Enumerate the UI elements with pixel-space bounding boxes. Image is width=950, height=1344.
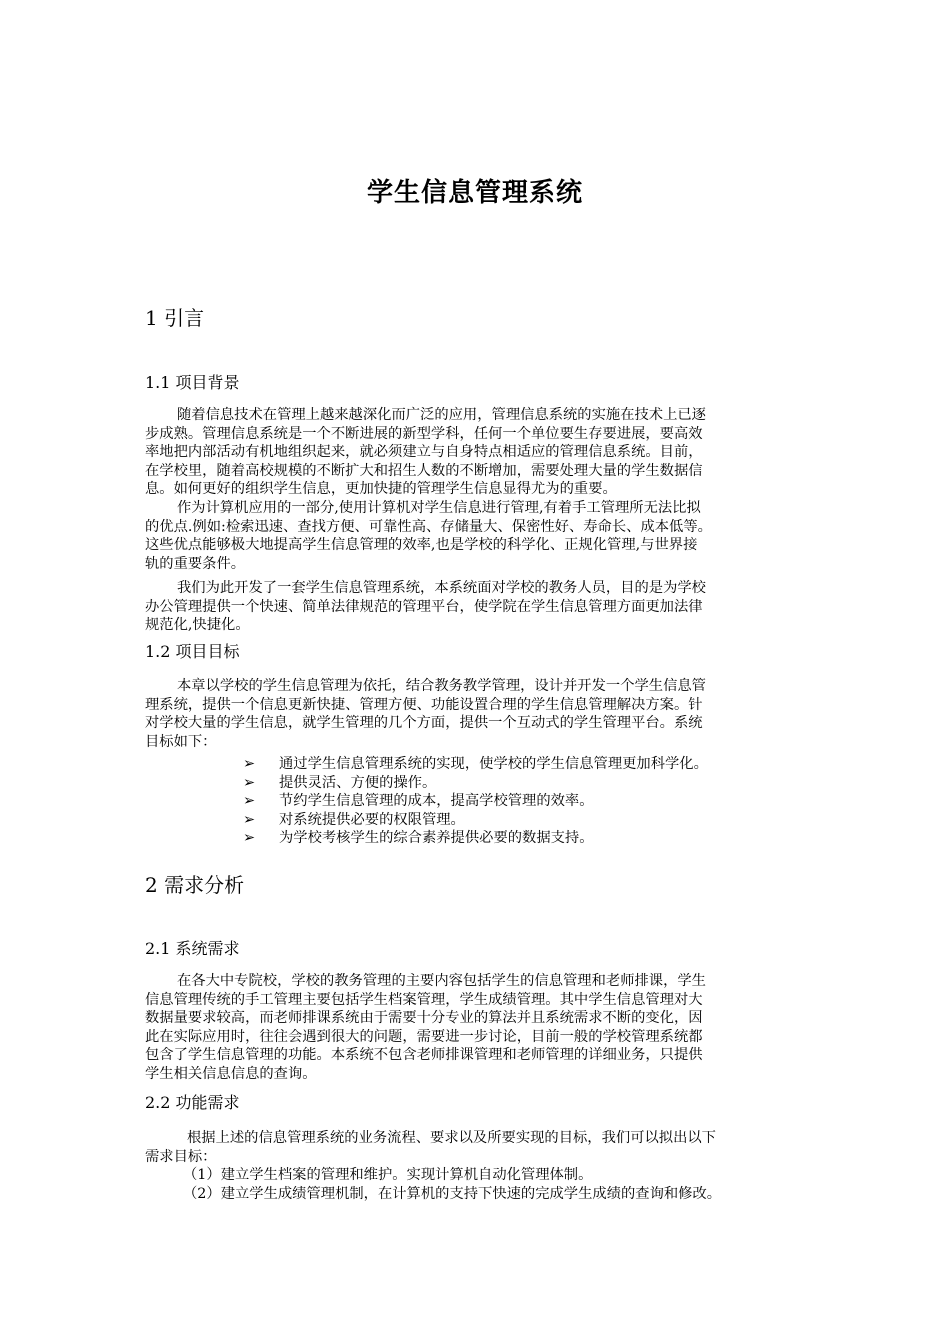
list-item-text: 节约学生信息管理的成本，提高学校管理的效率。 [279, 793, 594, 810]
section-1-2-paragraph-1 [145, 677, 810, 751]
text-line: 在学校里，随着高校规模的不断扩大和招生人数的不断增加，需要处理大量的学生数据信 [145, 462, 703, 479]
text-line: 我们为此开发了一套学生信息管理系统，本系统面对学校的教务人员，目的是为学校 [177, 580, 706, 596]
text-line: 步成熟。管理信息系统是一个不断进展的新型学科，任何一个单位要生存要进展，要高效 [145, 425, 703, 442]
list-item [243, 774, 708, 793]
text-line: 此在实际应用时，往往会遇到很大的问题，需要进一步讨论，目前一般的学校管理系统都 [145, 1028, 703, 1045]
text-line: 数据量要求较高，而老师排课系统由于需要十分专业的算法并且系统需求不断的变化，因 [145, 1010, 703, 1027]
list-item [243, 792, 708, 811]
text-line: 根据上述的信息管理系统的业务流程、要求以及所要实现的目标，我们可以拟出以下 [187, 1130, 716, 1146]
list-item-text: 提供灵活、方便的操作。 [279, 774, 437, 791]
section-1-1-paragraph-1 [145, 406, 810, 499]
list-item [243, 811, 708, 830]
list-item-text: 为学校考核学生的综合素养提供必要的数据支持。 [279, 830, 594, 847]
requirement-item: （2）建立学生成绩管理机制，在计算机的支持下快速的完成学生成绩的查询和修改。 [183, 1185, 722, 1202]
section-1-1-paragraph-3 [145, 579, 810, 635]
text-line: 包含了学生信息管理的功能。本系统不包含老师排课管理和老师管理的详细业务，只提供 [145, 1047, 703, 1064]
arrow-bullet-icon: ➢ [243, 756, 255, 772]
section-1-1-paragraph-2 [145, 499, 810, 573]
text-line: 目标如下： [145, 733, 217, 750]
text-line: 作为计算机应用的一部分,使用计算机对学生信息进行管理,有着手工管理所无法比拟 [177, 500, 701, 516]
section-2-2-heading: 2.2 功能需求 [145, 1093, 240, 1112]
section-1-2-heading: 1.2 项目目标 [145, 642, 240, 661]
text-line: 率地把内部活动有机地组织起来，就必须建立与自身特点相适应的管理信息系统。目前， [145, 444, 703, 461]
text-line: 规范化,快捷化。 [145, 617, 250, 634]
section-2-1-heading: 2.1 系统需求 [145, 939, 240, 958]
arrow-bullet-icon: ➢ [243, 811, 255, 828]
text-line: 轨的重要条件。 [145, 555, 246, 572]
arrow-bullet-icon: ➢ [243, 793, 255, 810]
objectives-list [243, 755, 708, 848]
text-line: 对学校大量的学生信息，就学生管理的几个方面，提供一个互动式的学生管理平台。系统 [145, 715, 703, 732]
section-2-heading: 2 需求分析 [145, 873, 245, 897]
arrow-bullet-icon: ➢ [243, 830, 255, 847]
arrow-bullet-icon: ➢ [243, 774, 255, 791]
list-item [243, 829, 708, 848]
text-line: 本章以学校的学生信息管理为依托，结合教务教学管理，设计并开发一个学生信息管 [177, 678, 706, 694]
section-2-2-paragraph-1 [145, 1129, 810, 1203]
text-line: 息。如何更好的组织学生信息，更加快捷的管理学生信息显得尤为的重要。 [145, 481, 617, 498]
text-line: 在各大中专院校，学校的教务管理的主要内容包括学生的信息管理和老师排课，学生 [177, 973, 706, 989]
text-line: 信息管理传统的手工管理主要包括学生档案管理，学生成绩管理。其中学生信息管理对大 [145, 991, 703, 1008]
text-line: 的优点.例如:检索迅速、查找方便、可靠性高、存储量大、保密性好、寿命长、成本低等。 [145, 518, 712, 535]
text-line: 需求目标： [145, 1148, 217, 1165]
section-1-heading: 1 引言 [145, 306, 205, 330]
section-2-1-paragraph-1 [145, 972, 810, 1084]
section-1-1-heading: 1.1 项目背景 [145, 373, 240, 392]
requirement-item: （1）建立学生档案的管理和维护。实现计算机自动化管理体制。 [183, 1167, 593, 1184]
text-line: 学生相关信息信息的查询。 [145, 1065, 317, 1082]
text-line: 随着信息技术在管理上越来越深化而广泛的应用，管理信息系统的实施在技术上已逐 [177, 407, 706, 423]
list-item [243, 755, 708, 774]
text-line: 这些优点能够极大地提高学生信息管理的效率,也是学校的科学化、正规化管理,与世界接 [145, 537, 698, 554]
text-line: 理系统，提供一个信息更新快捷、管理方便、功能设置合理的学生信息管理解决方案。针 [145, 696, 703, 713]
text-line: 办公管理提供一个快速、简单法律规范的管理平台，使学院在学生信息管理方面更加法律 [145, 598, 703, 615]
list-item-text: 通过学生信息管理系统的实现，使学校的学生信息管理更加科学化。 [279, 756, 708, 772]
list-item-text: 对系统提供必要的权限管理。 [279, 811, 465, 828]
document-title: 学生信息管理系统 [366, 178, 583, 208]
